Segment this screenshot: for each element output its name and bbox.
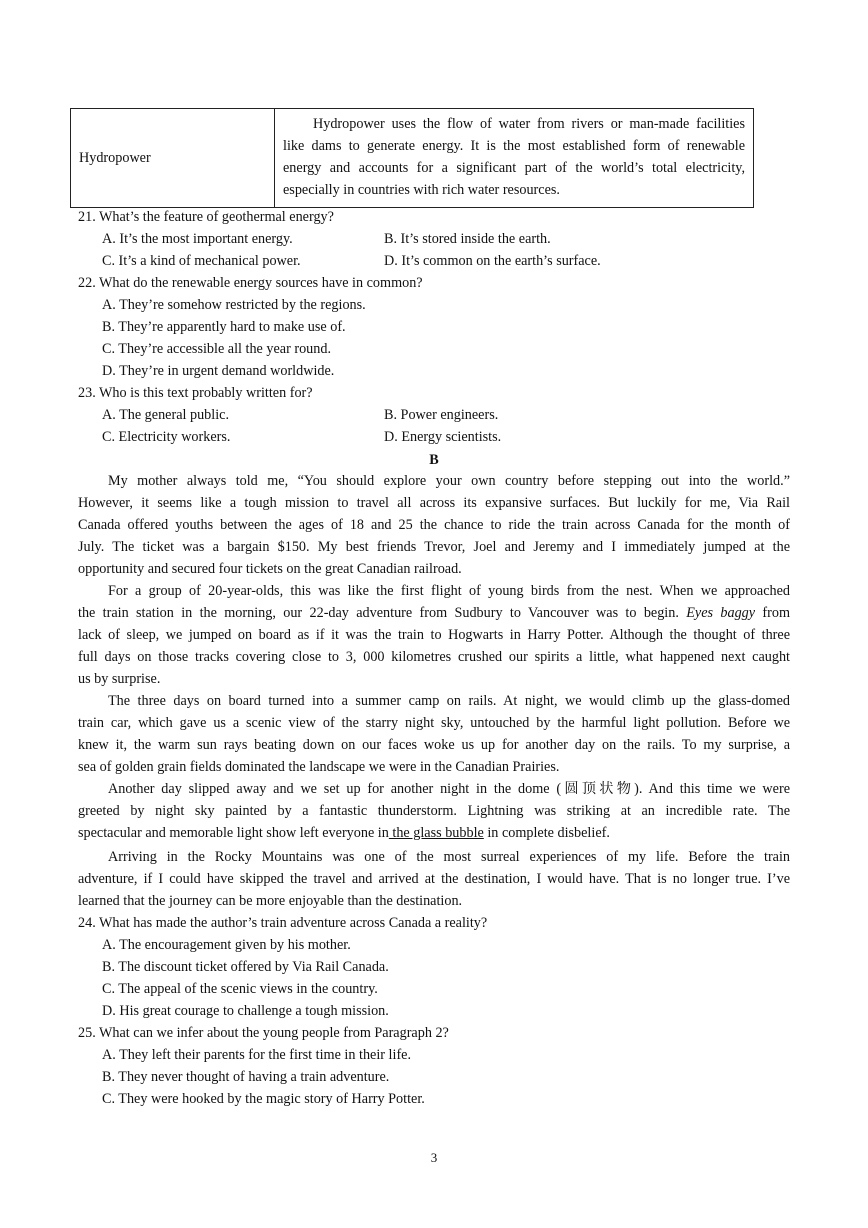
q25-option-b: B. They never thought of having a train adventure. bbox=[102, 1069, 390, 1085]
passage-line: Canada offered youths between the ages of 18 and 25 the chance to ride the train across Canada for the month of bbox=[78, 517, 790, 533]
question-22: 22. What do the renewable energy sources have in common? bbox=[78, 275, 423, 291]
energy-description-cell bbox=[275, 109, 754, 208]
italic-phrase: Eyes baggy bbox=[686, 605, 756, 621]
passage-text: spectacular and memorable light show left everyone in bbox=[78, 825, 389, 841]
passage-line: My mother always told me, “You should explore your own country before stepping out into the world.” bbox=[108, 473, 790, 489]
passage-line: learned that the journey can be more enjoyable than the destination. bbox=[78, 893, 463, 909]
energy-name-cell: Hydropower bbox=[71, 109, 275, 208]
passage-line: opportunity and secured four tickets on the great Canadian railroad. bbox=[78, 561, 462, 577]
q24-option-a: A. The encouragement given by his mother. bbox=[102, 937, 351, 953]
description-line: energy and accounts for a significant part of the world’s total electricity, bbox=[283, 160, 745, 176]
q22-option-c: C. They’re accessible all the year round. bbox=[102, 341, 332, 357]
q24-option-c: C. The appeal of the scenic views in the country. bbox=[102, 981, 378, 997]
table-row bbox=[71, 109, 754, 208]
passage-line: For a group of 20-year-olds, this was like the first flight of young birds from the nest. When we approached bbox=[108, 583, 790, 599]
section-label: B bbox=[429, 452, 439, 468]
passage-text: the train station in the morning, our 22-day adventure from Sudbury to Vancouver was to begin. bbox=[78, 605, 679, 621]
energy-table bbox=[70, 108, 754, 208]
q24-option-b: B. The discount ticket offered by Via Rail Canada. bbox=[102, 959, 389, 975]
q21-option-b: B. It’s stored inside the earth. bbox=[384, 231, 551, 247]
question-25: 25. What can we infer about the young people from Paragraph 2? bbox=[78, 1025, 449, 1041]
passage-line: Arriving in the Rocky Mountains was one of the most surreal experiences of my life. Before the train bbox=[108, 849, 790, 865]
q23-option-d: D. Energy scientists. bbox=[384, 429, 502, 445]
q22-option-d: D. They’re in urgent demand worldwide. bbox=[102, 363, 335, 379]
description-line: Hydropower uses the flow of water from rivers or man-made facilities bbox=[313, 116, 745, 132]
q25-option-c: C. They were hooked by the magic story of Harry Potter. bbox=[102, 1091, 425, 1107]
q21-option-c: C. It’s a kind of mechanical power. bbox=[102, 253, 301, 269]
description-line: like dams to generate energy. It is the most established form of renewable bbox=[283, 138, 745, 154]
passage-line: July. The ticket was a bargain $150. My best friends Trevor, Joel and Jeremy and I immediately jumped at the bbox=[78, 539, 790, 555]
passage-line: train car, which gave us a scenic view of the starry night sky, untouched by the harmful light pollution. Before we bbox=[78, 715, 790, 731]
passage-line: knew it, the warm sun rays beating down on our faces woke us up for another day on the rails. To my surprise, a bbox=[78, 737, 790, 753]
page-number: 3 bbox=[430, 1150, 438, 1165]
passage-line: sea of golden grain fields dominated the landscape we were in the Canadian Prairies. bbox=[78, 759, 560, 775]
q25-option-a: A. They left their parents for the first time in their life. bbox=[102, 1047, 412, 1063]
passage-line: adventure, if I could have skipped the travel and arrived at the destination, I would have. That is no longer true. I’ve bbox=[78, 871, 790, 887]
passage-line bbox=[78, 602, 790, 624]
q23-option-b: B. Power engineers. bbox=[384, 407, 499, 423]
question-23: 23. Who is this text probably written for? bbox=[78, 385, 313, 401]
q21-option-d: D. It’s common on the earth’s surface. bbox=[384, 253, 601, 269]
q22-option-a: A. They’re somehow restricted by the regions. bbox=[102, 297, 366, 313]
passage-line: lack of sleep, we jumped on board as if it was the train to Hogwarts in Harry Potter. Although the thought of three bbox=[78, 627, 790, 643]
passage-line: greeted by night sky painted by a fantastic thunderstorm. Lightning was striking at an incredible rate. The bbox=[78, 803, 790, 819]
q21-option-a: A. It’s the most important energy. bbox=[102, 231, 293, 247]
underlined-phrase: the glass bubble bbox=[388, 825, 484, 841]
question-21: 21. What’s the feature of geothermal energy? bbox=[78, 209, 334, 225]
q23-option-a: A. The general public. bbox=[102, 407, 229, 423]
question-24: 24. What has made the author’s train adventure across Canada a reality? bbox=[78, 915, 488, 931]
passage-text: in complete disbelief. bbox=[483, 825, 610, 841]
description-line: especially in countries with rich water resources. bbox=[283, 182, 560, 198]
q23-option-c: C. Electricity workers. bbox=[102, 429, 231, 445]
q22-option-b: B. They’re apparently hard to make use of. bbox=[102, 319, 346, 335]
passage-line: us by surprise. bbox=[78, 671, 161, 687]
passage-line: The three days on board turned into a summer camp on rails. At night, we would climb up the glass-domed bbox=[108, 693, 790, 709]
passage-line bbox=[78, 822, 610, 844]
passage-line: full days on those tracks covering close to 3, 000 kilometres crushed our spirits a little, what happened next caught bbox=[78, 649, 790, 665]
passage-text: from bbox=[762, 605, 791, 621]
passage-line: Another day slipped away and we set up for another night in the dome (圆顶状物). And this time we were bbox=[108, 781, 790, 797]
q24-option-d: D. His great courage to challenge a tough mission. bbox=[102, 1003, 389, 1019]
passage-line: However, it seems like a tough mission to travel all across its expansive surfaces. But luckily for me, Via Rail bbox=[78, 495, 790, 511]
